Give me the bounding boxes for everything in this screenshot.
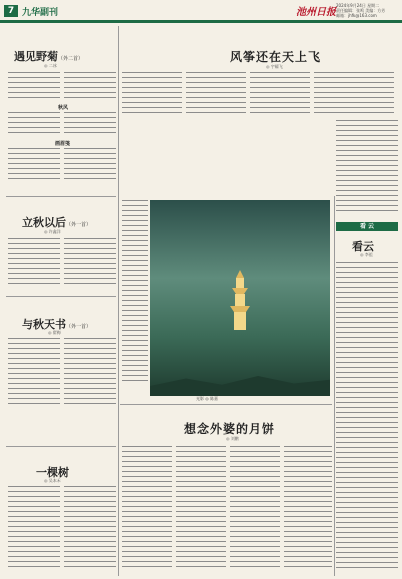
article-byline-4: ◎ 吴本禾 <box>44 478 61 483</box>
article-text <box>122 72 182 116</box>
divider <box>6 296 116 297</box>
poem-text <box>8 112 60 140</box>
newspaper-logo: 池州日报 <box>296 7 336 18</box>
article-title-1 <box>14 48 83 64</box>
poem-text <box>8 72 60 102</box>
poem-text <box>8 238 60 290</box>
article-text <box>122 446 172 574</box>
moon-article-title: 想念外婆的月饼 <box>184 422 276 436</box>
divider <box>6 196 116 197</box>
poem-text <box>8 338 60 410</box>
article-text <box>230 446 280 574</box>
date-line: 2024年9月24日 星期二 <box>336 3 380 8</box>
article-byline-3: ◎ 翟梅 <box>48 330 61 335</box>
article-title-suffix: （外一首） <box>66 222 92 228</box>
column-rule <box>118 26 119 576</box>
mountain-silhouette <box>150 371 330 396</box>
header-band <box>0 20 402 23</box>
section-title: 九华副刊 <box>22 8 59 18</box>
article-text <box>284 446 332 574</box>
pagoda-icon <box>230 270 250 330</box>
article-title-suffix: （外二首） <box>58 56 84 62</box>
main-article-byline: ◎ 宇耀飞 <box>266 64 283 69</box>
poem-text <box>64 486 116 574</box>
column-rule <box>334 196 335 576</box>
article-text <box>250 72 310 116</box>
article-title-text: 遇见野菊 <box>14 50 58 63</box>
date-info <box>336 3 398 18</box>
article-text <box>336 120 398 216</box>
right-box-label: 看 云 <box>336 222 398 231</box>
poem-text <box>64 148 116 184</box>
poem-text <box>8 148 60 184</box>
email-line: 邮箱：jhfk@163.com <box>336 13 377 18</box>
article-text <box>314 72 394 116</box>
poem-text <box>64 72 116 102</box>
poem-subhead: 秋风 <box>58 105 69 111</box>
right-article-byline: ◎ 李祖 <box>360 252 373 257</box>
divider <box>6 446 116 447</box>
article-text <box>176 446 226 574</box>
poem-text <box>64 238 116 290</box>
article-title-text: 一棵树 <box>36 466 69 479</box>
article-title-text: 与秋天书 <box>22 318 66 331</box>
article-text <box>186 72 246 116</box>
poem-subhead: 画眉笺 <box>55 141 71 147</box>
poem-text <box>64 338 116 410</box>
article-title-2 <box>22 214 91 230</box>
main-article-title: 风筝还在天上飞 <box>230 50 322 64</box>
article-title-text: 立秋以后 <box>22 216 66 229</box>
moon-article-byline: ◎ 刘鹏 <box>226 436 239 441</box>
article-byline-2: ◎ 许鑫洋 <box>44 229 61 234</box>
poem-text <box>64 112 116 140</box>
page-number: 7 <box>4 5 18 17</box>
tower-photo <box>150 200 330 396</box>
right-article-title: 看云 <box>352 240 374 253</box>
divider <box>120 404 332 405</box>
editor-line: 责任编辑：张鸣 美编：方芳 <box>336 8 386 13</box>
article-byline-1: ◎ 二冰 <box>44 63 57 68</box>
poem-text <box>8 486 60 574</box>
article-text <box>122 200 148 390</box>
photo-caption: 光影 ◎ 陈嘉 <box>196 396 219 401</box>
article-title-suffix: （外一首） <box>66 324 92 330</box>
article-text <box>336 262 398 574</box>
page-header <box>0 0 402 20</box>
